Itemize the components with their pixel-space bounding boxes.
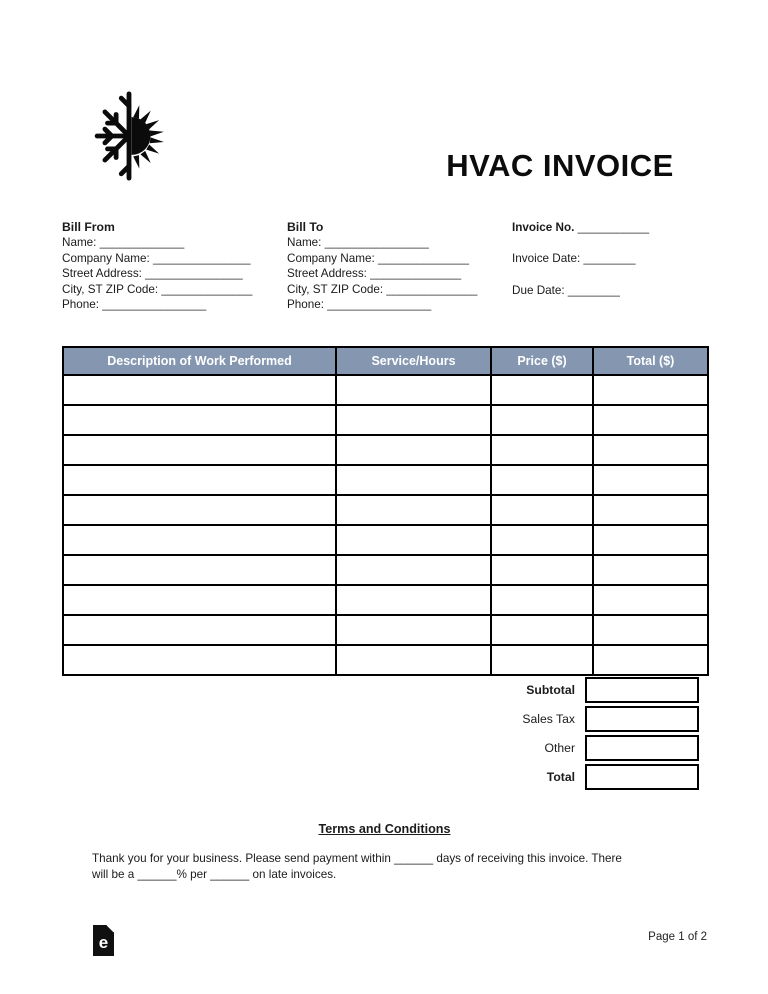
table-cell	[491, 495, 593, 525]
terms-heading: Terms and Conditions	[318, 822, 451, 836]
table-cell	[63, 525, 336, 555]
totals-summary-section	[62, 677, 707, 793]
table-cell	[593, 435, 708, 465]
table-cell	[336, 405, 491, 435]
bill-from-phone-line	[62, 297, 284, 312]
table-cell	[491, 615, 593, 645]
sales-tax-value-box	[585, 706, 699, 732]
fill-in-blank: ______________	[377, 251, 469, 265]
field-label: City, ST ZIP Code:	[287, 282, 384, 296]
table-cell	[63, 585, 336, 615]
snowflake-sun-hvac-logo-icon	[86, 90, 172, 182]
table-cell	[593, 585, 708, 615]
table-cell	[336, 375, 491, 405]
fill-in-blank: ________________	[327, 298, 432, 312]
subtotal-row	[62, 677, 707, 703]
subtotal-value-box	[585, 677, 699, 703]
table-cell	[593, 405, 708, 435]
bill-from-section	[62, 220, 284, 312]
field-label: Company Name:	[62, 251, 150, 265]
table-cell	[491, 585, 593, 615]
field-label: City, ST ZIP Code:	[62, 282, 159, 296]
table-row	[63, 645, 708, 675]
table-cell	[336, 525, 491, 555]
table-row	[63, 525, 708, 555]
field-label: Company Name:	[287, 251, 375, 265]
table-cell	[491, 645, 593, 675]
page-indicator: Page 1 of 2	[648, 931, 707, 943]
field-label: Name:	[62, 236, 97, 250]
due-date-label: Due Date:	[512, 283, 565, 297]
table-row	[63, 495, 708, 525]
table-cell	[593, 615, 708, 645]
table-cell	[336, 615, 491, 645]
bill-to-phone-line	[287, 297, 509, 312]
table-row	[63, 375, 708, 405]
terms-line-2: will be a ______% per ______ on late invoices.	[92, 868, 337, 881]
table-cell	[63, 615, 336, 645]
table-cell	[63, 375, 336, 405]
table-cell	[336, 555, 491, 585]
sales-tax-label: Sales Tax	[522, 712, 575, 726]
total-row	[62, 764, 707, 790]
fill-in-blank: _______________	[152, 251, 251, 265]
other-row	[62, 735, 707, 761]
table-row	[63, 435, 708, 465]
table-cell	[491, 375, 593, 405]
table-cell	[593, 555, 708, 585]
subtotal-label: Subtotal	[526, 683, 575, 697]
work-table-body	[63, 375, 708, 675]
invoice-meta-section	[512, 220, 712, 314]
fill-in-blank: ______________	[386, 282, 478, 296]
svg-text:e: e	[98, 933, 109, 952]
fill-in-blank: _______________	[145, 267, 243, 281]
terms-paragraph	[92, 851, 678, 883]
table-cell	[593, 645, 708, 675]
table-cell	[63, 555, 336, 585]
field-label: Phone:	[62, 298, 100, 312]
table-cell	[336, 495, 491, 525]
header-price: Price ($)	[491, 347, 593, 375]
bill-to-company-line	[287, 251, 509, 266]
fill-in-blank: ______________	[370, 267, 462, 281]
table-cell	[491, 435, 593, 465]
other-value-box	[585, 735, 699, 761]
fill-in-blank: ___________	[577, 221, 650, 234]
bill-from-name-line	[62, 235, 284, 250]
table-cell	[63, 465, 336, 495]
bill-from-heading: Bill From	[62, 220, 115, 234]
fill-in-blank: ________________	[324, 236, 429, 250]
fill-in-blank: ________	[583, 252, 636, 266]
work-items-table	[62, 346, 709, 676]
table-cell	[336, 585, 491, 615]
page-title: HVAC INVOICE	[446, 148, 674, 183]
table-row	[63, 615, 708, 645]
bill-from-street-line	[62, 266, 284, 281]
table-cell	[336, 435, 491, 465]
field-label: Name:	[287, 236, 322, 250]
bill-to-city-line	[287, 282, 509, 297]
bill-to-section	[287, 220, 509, 312]
sales-tax-row	[62, 706, 707, 732]
table-cell	[63, 435, 336, 465]
eforms-document-logo-icon	[93, 925, 114, 956]
invoice-date-line	[512, 251, 712, 266]
table-row	[63, 465, 708, 495]
header-description-of-work: Description of Work Performed	[63, 347, 336, 375]
total-value-box	[585, 764, 699, 790]
fill-in-blank: ________	[567, 283, 620, 297]
table-row	[63, 585, 708, 615]
terms-line-1: Thank you for your business. Please send payment within ______ days of receiving this invoice. There	[92, 852, 622, 865]
fill-in-blank: ______________	[161, 282, 253, 296]
table-cell	[593, 525, 708, 555]
table-cell	[593, 465, 708, 495]
table-cell	[593, 375, 708, 405]
table-cell	[491, 525, 593, 555]
fill-in-blank: _____________	[99, 236, 185, 250]
table-row	[63, 555, 708, 585]
bill-to-street-line	[287, 266, 509, 281]
invoice-number-label: Invoice No.	[512, 221, 575, 234]
table-cell	[336, 645, 491, 675]
table-header-row	[63, 347, 708, 375]
due-date-line	[512, 283, 712, 298]
table-cell	[63, 495, 336, 525]
table-cell	[491, 405, 593, 435]
bill-from-city-line	[62, 282, 284, 297]
bill-from-company-line	[62, 251, 284, 266]
bill-to-heading: Bill To	[287, 220, 324, 234]
invoice-number-line	[512, 220, 712, 235]
other-label: Other	[544, 741, 575, 755]
bill-to-name-line	[287, 235, 509, 250]
invoice-date-label: Invoice Date:	[512, 252, 581, 266]
field-label: Phone:	[287, 298, 325, 312]
total-label: Total	[546, 770, 575, 784]
table-cell	[63, 405, 336, 435]
header-service-hours: Service/Hours	[336, 347, 491, 375]
header-total: Total ($)	[593, 347, 708, 375]
field-label: Street Address:	[287, 267, 367, 281]
table-cell	[593, 495, 708, 525]
field-label: Street Address:	[62, 267, 142, 281]
table-cell	[336, 465, 491, 495]
table-cell	[491, 465, 593, 495]
table-row	[63, 405, 708, 435]
table-cell	[63, 645, 336, 675]
fill-in-blank: ________________	[102, 298, 207, 312]
table-cell	[491, 555, 593, 585]
